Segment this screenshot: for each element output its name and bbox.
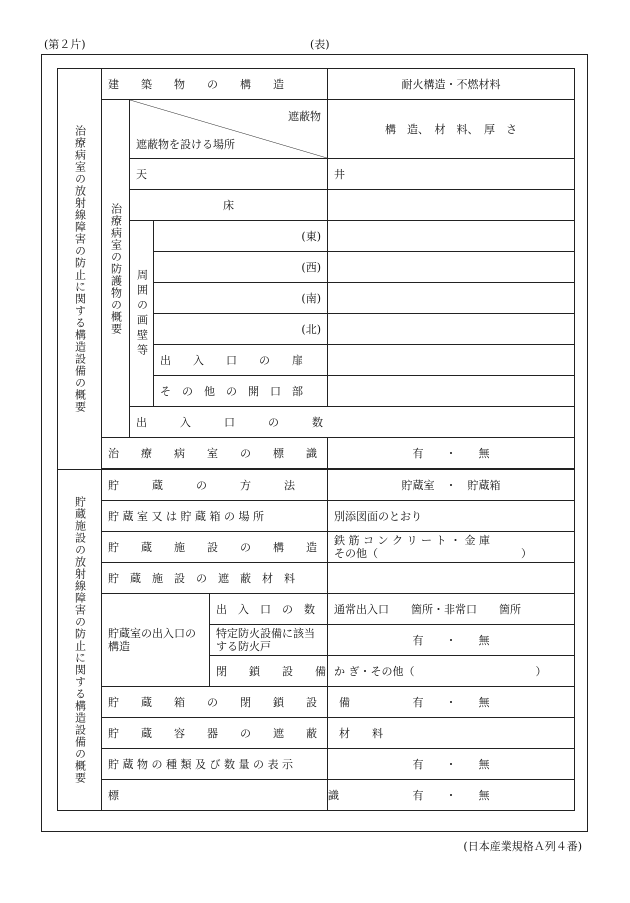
south-value[interactable]: [328, 283, 575, 314]
facility-structure-line1: 鉄 筋 コ ン ク リ ー ト ・ 金 庫: [334, 534, 490, 547]
west-label: (西): [154, 252, 328, 283]
shield-material-value[interactable]: [328, 563, 575, 594]
north-label: (北): [154, 314, 328, 345]
container-shield-label: 貯 蔵 容 器 の 遮 蔽 材 料: [102, 718, 328, 749]
method-value[interactable]: 貯蔵室 ・ 貯蔵箱: [328, 470, 575, 501]
east-label: (東): [154, 221, 328, 252]
north-value[interactable]: [328, 314, 575, 345]
fire-door-value[interactable]: 有 ・ 無: [328, 625, 575, 656]
sign-value[interactable]: 有 ・ 無: [328, 438, 575, 469]
west-value[interactable]: [328, 252, 575, 283]
ceiling-value[interactable]: [328, 159, 575, 190]
door-label: 出 入 口 の 扉: [154, 345, 328, 376]
facility-structure-value[interactable]: [328, 532, 575, 563]
other-opening-value[interactable]: [328, 376, 575, 407]
protect-title: 治療病室の防護物の概要: [102, 100, 130, 438]
place-label: 貯 蔵 室 又 は 貯 蔵 箱 の 場 所: [102, 501, 328, 532]
structure-label: 建 築 物 の 構 造: [102, 69, 328, 100]
diagonal-header: [130, 100, 328, 159]
room-entrance-label: 貯蔵室の出入口の構造: [102, 594, 210, 687]
closing-label: 閉 鎖 設 備: [210, 656, 328, 687]
other-opening-label: そ の 他 の 開 口 部: [154, 376, 328, 407]
sign2-value[interactable]: 有 ・ 無: [328, 780, 575, 811]
sign2-label: 標 識: [102, 780, 328, 811]
footer-note: (日本産業規格Ａ列４番): [463, 840, 582, 853]
section2-title: 貯蔵施設の放射線障害の防止に関する構造設備の概要: [58, 470, 102, 811]
count-value[interactable]: 通常出入口 箇所・非常口 箇所: [328, 594, 575, 625]
structure-value: 耐火構造・不燃材料: [328, 69, 575, 100]
ceiling-label: 天 井: [130, 159, 328, 190]
count-label: 出 入 口 の 数: [210, 594, 328, 625]
method-label: 貯 蔵 の 方 法: [102, 470, 328, 501]
floor-value[interactable]: [328, 190, 575, 221]
header-center: (表): [310, 38, 330, 51]
sign-label: 治 療 病 室 の 標 識: [102, 438, 328, 469]
fire-door-label: 特定防火設備に該当する防火戸: [210, 625, 328, 656]
wall-title: 周囲の画壁等: [130, 221, 154, 407]
display-value[interactable]: 有 ・ 無: [328, 749, 575, 780]
box-closing-value[interactable]: 有 ・ 無: [328, 687, 575, 718]
column-header: 構 造、 材 料、 厚 さ: [328, 100, 575, 159]
header-left: (第２片): [44, 38, 86, 51]
diag-bottom: 遮蔽物を設ける場所: [136, 138, 235, 151]
floor-label: 床: [130, 190, 328, 221]
shield-material-label: 貯 蔵 施 設 の 遮 蔽 材 料: [102, 563, 328, 594]
form-table: [57, 68, 575, 811]
place-value[interactable]: 別添図面のとおり: [328, 501, 575, 532]
section1-title: 治療病室の放射線障害の防止に関する構造設備の概要: [58, 69, 102, 470]
facility-structure-line2: その他（ ）: [334, 547, 532, 560]
diag-top: 遮蔽物: [288, 110, 321, 123]
east-value[interactable]: [328, 221, 575, 252]
south-label: (南): [154, 283, 328, 314]
door-value[interactable]: [328, 345, 575, 376]
closing-value[interactable]: か ぎ・その他（ ）: [328, 656, 575, 687]
box-closing-label: 貯 蔵 箱 の 閉 鎖 設 備: [102, 687, 328, 718]
facility-structure-label: 貯 蔵 施 設 の 構 造: [102, 532, 328, 563]
display-label: 貯 蔵 物 の 種 類 及 び 数 量 の 表 示: [102, 749, 328, 780]
entrance-count-label: 出 入 口 の 数: [130, 407, 575, 438]
